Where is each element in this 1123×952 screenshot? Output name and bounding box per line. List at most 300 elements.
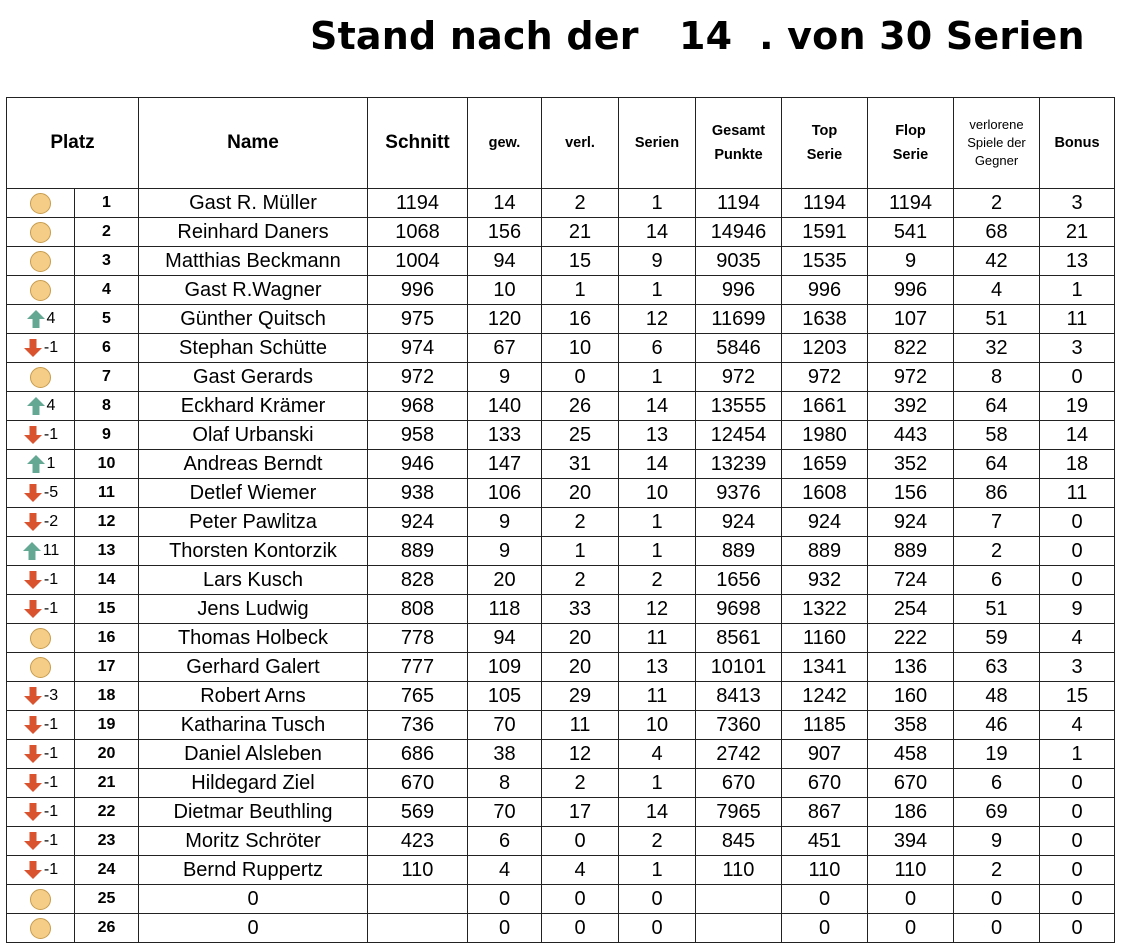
rank-change: -1 xyxy=(43,803,59,820)
name-cell: Gast R.Wagner xyxy=(139,276,368,305)
table-row xyxy=(7,479,1115,508)
schnitt-cell: 946 xyxy=(368,450,468,479)
rank-change: -1 xyxy=(43,600,59,617)
gew-cell: 147 xyxy=(468,450,542,479)
table-row xyxy=(7,566,1115,595)
trend-cell xyxy=(7,769,75,798)
gew-cell: 6 xyxy=(468,827,542,856)
position-cell: 15 xyxy=(75,595,139,624)
verlorene-cell: 69 xyxy=(954,798,1040,827)
top-cell: 1341 xyxy=(782,653,868,682)
gesamt-cell: 1194 xyxy=(696,189,782,218)
serien-cell: 10 xyxy=(619,479,696,508)
trend-cell xyxy=(7,856,75,885)
serien-cell: 13 xyxy=(619,653,696,682)
verlorene-cell: 2 xyxy=(954,537,1040,566)
header-gesamt-line1: Gesamt xyxy=(711,123,766,139)
rank-change: 4 xyxy=(46,310,56,327)
flop-cell: 160 xyxy=(868,682,954,711)
verl-cell: 0 xyxy=(542,914,619,943)
serien-cell: 1 xyxy=(619,856,696,885)
gesamt-cell: 7360 xyxy=(696,711,782,740)
flop-cell: 110 xyxy=(868,856,954,885)
header-flop-serie xyxy=(868,98,954,189)
verl-cell: 10 xyxy=(542,334,619,363)
serien-cell: 1 xyxy=(619,276,696,305)
schnitt-cell: 968 xyxy=(368,392,468,421)
serien-cell: 12 xyxy=(619,305,696,334)
top-cell: 996 xyxy=(782,276,868,305)
name-cell: Gerhard Galert xyxy=(139,653,368,682)
header-top-line1: Top xyxy=(811,123,838,139)
header-row xyxy=(7,98,1115,189)
gew-cell: 140 xyxy=(468,392,542,421)
trend-cell xyxy=(7,276,75,305)
trend-cell xyxy=(7,421,75,450)
flop-cell: 9 xyxy=(868,247,954,276)
trend-cell xyxy=(7,218,75,247)
name-cell: Thomas Holbeck xyxy=(139,624,368,653)
name-cell: Gast Gerards xyxy=(139,363,368,392)
position-cell: 5 xyxy=(75,305,139,334)
verl-cell: 11 xyxy=(542,711,619,740)
gew-cell: 38 xyxy=(468,740,542,769)
gew-cell: 109 xyxy=(468,653,542,682)
arrow-down-icon xyxy=(23,338,43,358)
verl-cell: 0 xyxy=(542,363,619,392)
header-gew: gew. xyxy=(468,98,542,189)
verl-cell: 4 xyxy=(542,856,619,885)
position-cell: 19 xyxy=(75,711,139,740)
name-cell: Thorsten Kontorzik xyxy=(139,537,368,566)
bonus-cell: 3 xyxy=(1040,653,1115,682)
verl-cell: 12 xyxy=(542,740,619,769)
bonus-cell: 18 xyxy=(1040,450,1115,479)
rank-change: 11 xyxy=(42,542,60,559)
name-cell: Stephan Schütte xyxy=(139,334,368,363)
verl-cell: 26 xyxy=(542,392,619,421)
trend-cell xyxy=(7,885,75,914)
verlorene-cell: 86 xyxy=(954,479,1040,508)
verl-cell: 0 xyxy=(542,885,619,914)
verlorene-cell: 59 xyxy=(954,624,1040,653)
gesamt-cell: 7965 xyxy=(696,798,782,827)
serien-cell: 14 xyxy=(619,450,696,479)
serien-cell: 14 xyxy=(619,392,696,421)
header-flop-line1: Flop xyxy=(895,123,926,139)
verlorene-cell: 0 xyxy=(954,885,1040,914)
schnitt-cell: 924 xyxy=(368,508,468,537)
gesamt-cell: 8561 xyxy=(696,624,782,653)
verl-cell: 1 xyxy=(542,537,619,566)
gew-cell: 10 xyxy=(468,276,542,305)
top-cell: 1203 xyxy=(782,334,868,363)
serien-cell: 4 xyxy=(619,740,696,769)
rank-change: -1 xyxy=(43,571,59,588)
top-cell: 907 xyxy=(782,740,868,769)
standings-body xyxy=(7,189,1115,943)
name-cell: Katharina Tusch xyxy=(139,711,368,740)
gew-cell: 4 xyxy=(468,856,542,885)
top-cell: 1242 xyxy=(782,682,868,711)
position-cell: 2 xyxy=(75,218,139,247)
table-row xyxy=(7,537,1115,566)
verlorene-cell: 19 xyxy=(954,740,1040,769)
position-cell: 12 xyxy=(75,508,139,537)
schnitt-cell: 1004 xyxy=(368,247,468,276)
header-serien: Serien xyxy=(619,98,696,189)
trend-cell xyxy=(7,189,75,218)
schnitt-cell: 1194 xyxy=(368,189,468,218)
gesamt-cell: 670 xyxy=(696,769,782,798)
table-row xyxy=(7,595,1115,624)
rank-change: -1 xyxy=(43,426,59,443)
position-cell: 8 xyxy=(75,392,139,421)
arrow-down-icon xyxy=(23,744,43,764)
schnitt-cell: 686 xyxy=(368,740,468,769)
name-cell: Eckhard Krämer xyxy=(139,392,368,421)
top-cell: 670 xyxy=(782,769,868,798)
bonus-cell: 3 xyxy=(1040,334,1115,363)
bonus-cell: 0 xyxy=(1040,798,1115,827)
gew-cell: 9 xyxy=(468,363,542,392)
name-cell: Moritz Schröter xyxy=(139,827,368,856)
gew-cell: 106 xyxy=(468,479,542,508)
gew-cell: 94 xyxy=(468,624,542,653)
position-cell: 22 xyxy=(75,798,139,827)
flop-cell: 156 xyxy=(868,479,954,508)
verlorene-cell: 8 xyxy=(954,363,1040,392)
rank-change: -1 xyxy=(43,716,59,733)
gew-cell: 118 xyxy=(468,595,542,624)
gesamt-cell: 996 xyxy=(696,276,782,305)
verl-cell: 20 xyxy=(542,653,619,682)
table-row xyxy=(7,392,1115,421)
gew-cell: 0 xyxy=(468,885,542,914)
flop-cell: 392 xyxy=(868,392,954,421)
rank-change: 1 xyxy=(46,455,56,472)
table-row xyxy=(7,247,1115,276)
table-row xyxy=(7,421,1115,450)
header-verl: verl. xyxy=(542,98,619,189)
name-cell: 0 xyxy=(139,885,368,914)
verl-cell: 25 xyxy=(542,421,619,450)
position-cell: 6 xyxy=(75,334,139,363)
name-cell: Gast R. Müller xyxy=(139,189,368,218)
bonus-cell: 4 xyxy=(1040,711,1115,740)
serien-cell: 9 xyxy=(619,247,696,276)
verlorene-cell: 46 xyxy=(954,711,1040,740)
table-row xyxy=(7,450,1115,479)
trend-cell xyxy=(7,508,75,537)
serien-cell: 2 xyxy=(619,827,696,856)
bonus-cell: 13 xyxy=(1040,247,1115,276)
unchanged-circle-icon xyxy=(30,193,51,214)
top-cell: 0 xyxy=(782,914,868,943)
serien-cell: 11 xyxy=(619,624,696,653)
gesamt-cell: 10101 xyxy=(696,653,782,682)
trend-cell xyxy=(7,363,75,392)
verlorene-cell: 68 xyxy=(954,218,1040,247)
serien-cell: 1 xyxy=(619,769,696,798)
arrow-down-icon xyxy=(23,715,43,735)
arrow-up-icon xyxy=(26,396,46,416)
verl-cell: 20 xyxy=(542,479,619,508)
top-cell: 1322 xyxy=(782,595,868,624)
verlorene-cell: 48 xyxy=(954,682,1040,711)
top-cell: 1638 xyxy=(782,305,868,334)
serien-cell: 6 xyxy=(619,334,696,363)
top-cell: 1591 xyxy=(782,218,868,247)
gesamt-cell: 9698 xyxy=(696,595,782,624)
top-cell: 1185 xyxy=(782,711,868,740)
schnitt-cell: 972 xyxy=(368,363,468,392)
name-cell: Andreas Berndt xyxy=(139,450,368,479)
unchanged-circle-icon xyxy=(30,657,51,678)
gesamt-cell: 110 xyxy=(696,856,782,885)
schnitt-cell: 808 xyxy=(368,595,468,624)
top-cell: 972 xyxy=(782,363,868,392)
verl-cell: 2 xyxy=(542,566,619,595)
bonus-cell: 0 xyxy=(1040,914,1115,943)
unchanged-circle-icon xyxy=(30,280,51,301)
trend-cell xyxy=(7,392,75,421)
unchanged-circle-icon xyxy=(30,367,51,388)
verl-cell: 2 xyxy=(542,508,619,537)
schnitt-cell: 889 xyxy=(368,537,468,566)
gew-cell: 14 xyxy=(468,189,542,218)
name-cell: Dietmar Beuthling xyxy=(139,798,368,827)
bonus-cell: 0 xyxy=(1040,508,1115,537)
verlorene-cell: 64 xyxy=(954,392,1040,421)
arrow-down-icon xyxy=(23,425,43,445)
unchanged-circle-icon xyxy=(30,918,51,939)
name-cell: Peter Pawlitza xyxy=(139,508,368,537)
serien-cell: 1 xyxy=(619,537,696,566)
schnitt-cell: 958 xyxy=(368,421,468,450)
gesamt-cell: 5846 xyxy=(696,334,782,363)
standings-table xyxy=(6,97,1115,943)
header-gesamt-line2: Punkte xyxy=(714,147,763,163)
header-verlorene-line3: Gegner xyxy=(974,153,1019,168)
name-cell: Detlef Wiemer xyxy=(139,479,368,508)
serien-cell: 0 xyxy=(619,914,696,943)
schnitt-cell: 110 xyxy=(368,856,468,885)
gesamt-cell: 1656 xyxy=(696,566,782,595)
position-cell: 3 xyxy=(75,247,139,276)
arrow-down-icon xyxy=(23,831,43,851)
trend-cell xyxy=(7,479,75,508)
name-cell: Olaf Urbanski xyxy=(139,421,368,450)
flop-cell: 1194 xyxy=(868,189,954,218)
trend-cell xyxy=(7,624,75,653)
trend-cell xyxy=(7,537,75,566)
schnitt-cell: 974 xyxy=(368,334,468,363)
flop-cell: 972 xyxy=(868,363,954,392)
schnitt-cell: 1068 xyxy=(368,218,468,247)
serien-cell: 10 xyxy=(619,711,696,740)
flop-cell: 0 xyxy=(868,914,954,943)
arrow-up-icon xyxy=(26,454,46,474)
top-cell: 1160 xyxy=(782,624,868,653)
header-bonus: Bonus xyxy=(1040,98,1115,189)
gesamt-cell: 889 xyxy=(696,537,782,566)
trend-cell xyxy=(7,914,75,943)
header-flop-line2: Serie xyxy=(892,147,929,163)
header-name: Name xyxy=(139,98,368,189)
rank-change: -1 xyxy=(43,774,59,791)
verlorene-cell: 63 xyxy=(954,653,1040,682)
table-row xyxy=(7,218,1115,247)
verl-cell: 31 xyxy=(542,450,619,479)
arrow-down-icon xyxy=(23,802,43,822)
verlorene-cell: 2 xyxy=(954,856,1040,885)
gew-cell: 120 xyxy=(468,305,542,334)
trend-cell xyxy=(7,827,75,856)
verlorene-cell: 7 xyxy=(954,508,1040,537)
position-cell: 13 xyxy=(75,537,139,566)
verl-cell: 2 xyxy=(542,769,619,798)
verlorene-cell: 9 xyxy=(954,827,1040,856)
table-row xyxy=(7,508,1115,537)
flop-cell: 186 xyxy=(868,798,954,827)
schnitt-cell: 938 xyxy=(368,479,468,508)
bonus-cell: 0 xyxy=(1040,537,1115,566)
serien-cell: 1 xyxy=(619,508,696,537)
position-cell: 21 xyxy=(75,769,139,798)
gew-cell: 133 xyxy=(468,421,542,450)
name-cell: Matthias Beckmann xyxy=(139,247,368,276)
trend-cell xyxy=(7,566,75,595)
bonus-cell: 0 xyxy=(1040,885,1115,914)
gesamt-cell: 845 xyxy=(696,827,782,856)
header-top-line2: Serie xyxy=(806,147,843,163)
position-cell: 16 xyxy=(75,624,139,653)
gesamt-cell: 9035 xyxy=(696,247,782,276)
bonus-cell: 0 xyxy=(1040,827,1115,856)
serien-cell: 1 xyxy=(619,189,696,218)
flop-cell: 541 xyxy=(868,218,954,247)
flop-cell: 222 xyxy=(868,624,954,653)
trend-cell xyxy=(7,334,75,363)
name-cell: Bernd Ruppertz xyxy=(139,856,368,885)
gew-cell: 156 xyxy=(468,218,542,247)
gesamt-cell: 2742 xyxy=(696,740,782,769)
trend-cell xyxy=(7,247,75,276)
header-platz: Platz xyxy=(7,98,139,189)
rank-change: 4 xyxy=(46,397,56,414)
schnitt-cell: 828 xyxy=(368,566,468,595)
position-cell: 4 xyxy=(75,276,139,305)
bonus-cell: 4 xyxy=(1040,624,1115,653)
verlorene-cell: 58 xyxy=(954,421,1040,450)
top-cell: 867 xyxy=(782,798,868,827)
verlorene-cell: 42 xyxy=(954,247,1040,276)
serien-cell: 1 xyxy=(619,363,696,392)
verl-cell: 20 xyxy=(542,624,619,653)
table-row xyxy=(7,276,1115,305)
arrow-down-icon xyxy=(23,686,43,706)
table-row xyxy=(7,305,1115,334)
top-cell: 924 xyxy=(782,508,868,537)
position-cell: 11 xyxy=(75,479,139,508)
verlorene-cell: 6 xyxy=(954,769,1040,798)
name-cell: Robert Arns xyxy=(139,682,368,711)
flop-cell: 822 xyxy=(868,334,954,363)
name-cell: Daniel Alsleben xyxy=(139,740,368,769)
serien-cell: 14 xyxy=(619,798,696,827)
serien-cell: 2 xyxy=(619,566,696,595)
top-cell: 1608 xyxy=(782,479,868,508)
header-verlorene-spiele xyxy=(954,98,1040,189)
bonus-cell: 9 xyxy=(1040,595,1115,624)
table-row xyxy=(7,914,1115,943)
position-cell: 23 xyxy=(75,827,139,856)
serien-cell: 14 xyxy=(619,218,696,247)
flop-cell: 352 xyxy=(868,450,954,479)
trend-cell xyxy=(7,740,75,769)
schnitt-cell: 765 xyxy=(368,682,468,711)
trend-cell xyxy=(7,798,75,827)
top-cell: 1661 xyxy=(782,392,868,421)
schnitt-cell: 736 xyxy=(368,711,468,740)
position-cell: 18 xyxy=(75,682,139,711)
table-row xyxy=(7,189,1115,218)
trend-cell xyxy=(7,653,75,682)
serien-cell: 12 xyxy=(619,595,696,624)
name-cell: Lars Kusch xyxy=(139,566,368,595)
trend-cell xyxy=(7,711,75,740)
trend-cell xyxy=(7,682,75,711)
bonus-cell: 21 xyxy=(1040,218,1115,247)
verlorene-cell: 51 xyxy=(954,595,1040,624)
arrow-down-icon xyxy=(23,483,43,503)
name-cell: Günther Quitsch xyxy=(139,305,368,334)
flop-cell: 996 xyxy=(868,276,954,305)
page-title: Stand nach der 14 . von 30 Serien xyxy=(310,14,1085,58)
trend-cell xyxy=(7,450,75,479)
position-cell: 20 xyxy=(75,740,139,769)
verl-cell: 16 xyxy=(542,305,619,334)
position-cell: 14 xyxy=(75,566,139,595)
position-cell: 25 xyxy=(75,885,139,914)
gew-cell: 20 xyxy=(468,566,542,595)
unchanged-circle-icon xyxy=(30,889,51,910)
schnitt-cell xyxy=(368,914,468,943)
table-row xyxy=(7,653,1115,682)
verlorene-cell: 6 xyxy=(954,566,1040,595)
flop-cell: 107 xyxy=(868,305,954,334)
name-cell: Reinhard Daners xyxy=(139,218,368,247)
flop-cell: 889 xyxy=(868,537,954,566)
verl-cell: 0 xyxy=(542,827,619,856)
verlorene-cell: 64 xyxy=(954,450,1040,479)
table-row xyxy=(7,856,1115,885)
gesamt-cell: 11699 xyxy=(696,305,782,334)
table-row xyxy=(7,363,1115,392)
table-row xyxy=(7,769,1115,798)
verlorene-cell: 32 xyxy=(954,334,1040,363)
arrow-down-icon xyxy=(23,773,43,793)
bonus-cell: 14 xyxy=(1040,421,1115,450)
flop-cell: 924 xyxy=(868,508,954,537)
unchanged-circle-icon xyxy=(30,251,51,272)
flop-cell: 394 xyxy=(868,827,954,856)
schnitt-cell: 777 xyxy=(368,653,468,682)
schnitt-cell: 996 xyxy=(368,276,468,305)
top-cell: 889 xyxy=(782,537,868,566)
header-gesamt-punkte xyxy=(696,98,782,189)
